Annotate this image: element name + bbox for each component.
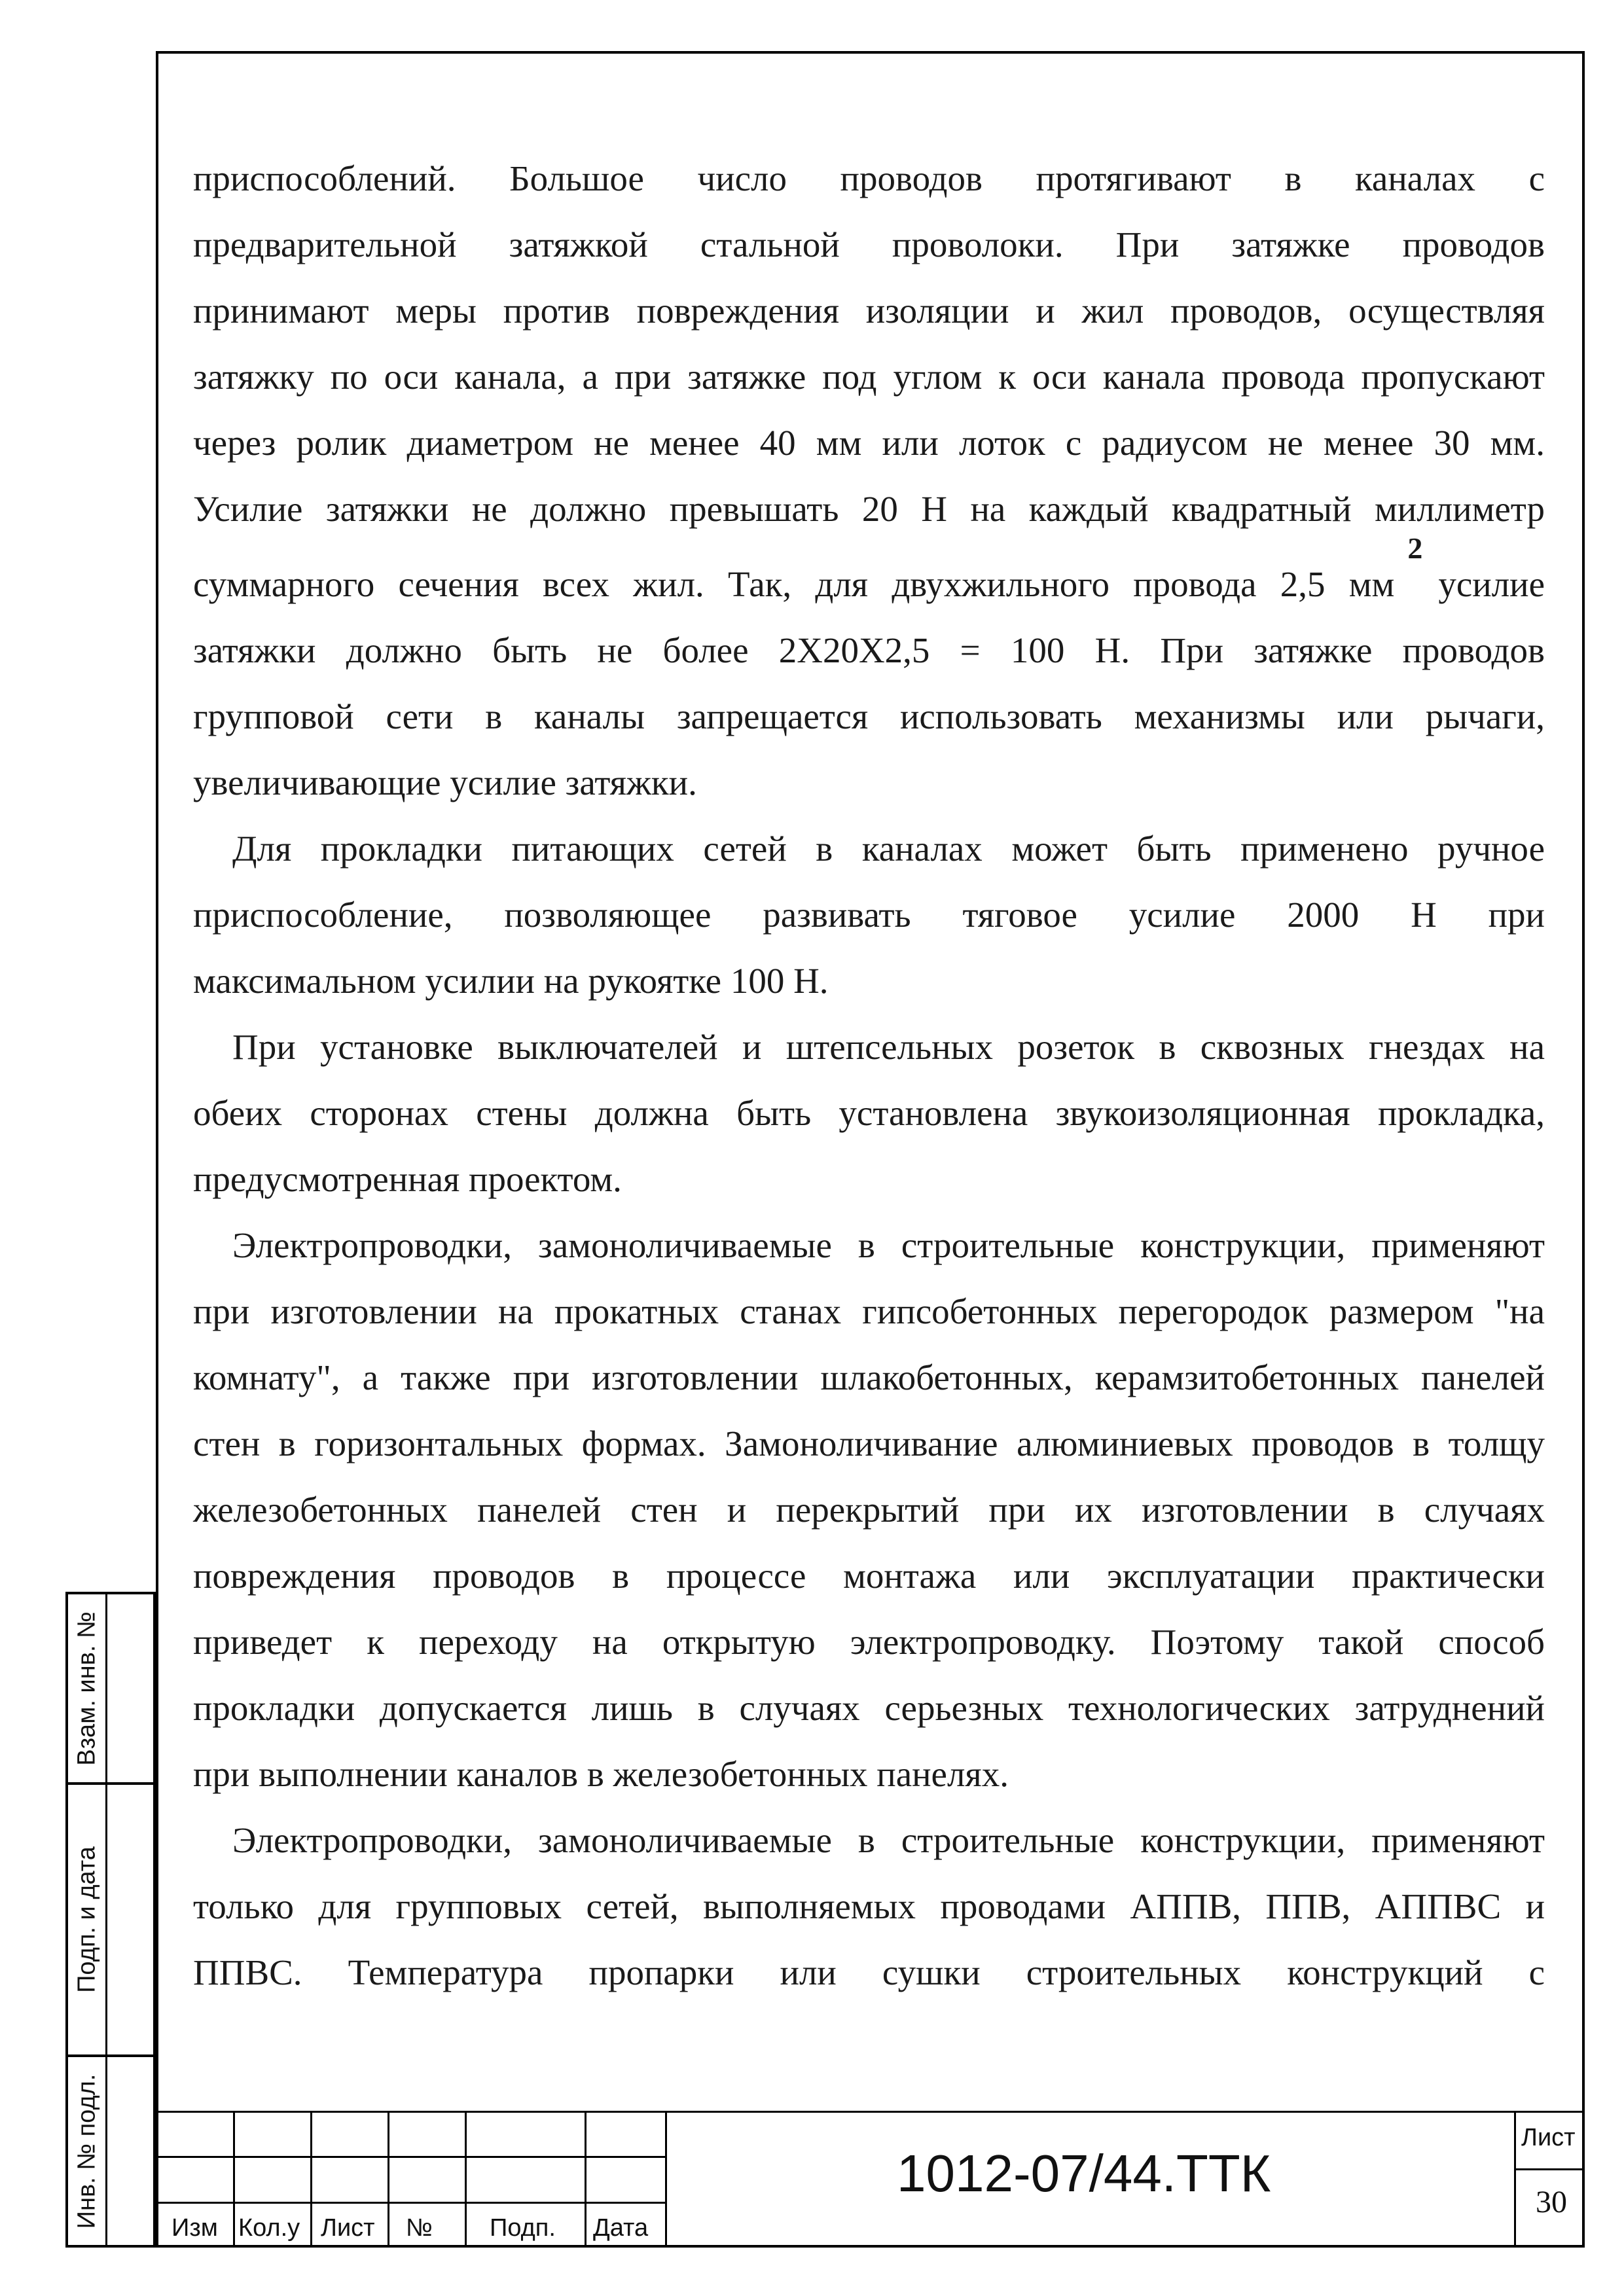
text-line: предусмотренная проектом.: [193, 1159, 622, 1199]
text-line: стен в горизонтальных формах. Замоноличивание алюминиевых проводов в толщу: [193, 1424, 1545, 1463]
text-line: Электропроводки, замоноличиваемые в строительные конструкции, применяют: [232, 1225, 1545, 1265]
stamp-label-cell: [68, 2057, 107, 2245]
title-block-rule-v: [233, 2111, 235, 2248]
column-label-izm: Изм: [171, 2214, 218, 2242]
title-block: [156, 2111, 1585, 2248]
text-line: обеих сторонах стены должна быть установлена звукоизоляционная прокладка,: [193, 1093, 1545, 1133]
title-block-rule: [156, 2202, 666, 2204]
text-line: железобетонных панелей стен и перекрытий при их изготовлении в случаях: [193, 1490, 1545, 1530]
sheet-label: Лист: [1521, 2124, 1576, 2151]
title-block-top-rule: [156, 2111, 1585, 2113]
stamp-label-cell: [68, 1785, 107, 2054]
paragraph-5: [193, 1807, 1545, 2005]
text-line: Для прокладки питающих сетей в каналах может быть применено ручное: [232, 829, 1545, 869]
stamp-podp-data: [65, 1782, 156, 2057]
text-line: предварительной затяжкой стальной проволоки. При затяжке проводов: [193, 224, 1545, 264]
paragraph-2: [193, 816, 1545, 1014]
title-block-rule-v: [388, 2111, 389, 2248]
stamp-label: Подп. и дата: [73, 1846, 100, 1993]
text-line: при выполнении каналов в железобетонных панелях.: [193, 1754, 1009, 1794]
text-line: При установке выключателей и штепсельных розеток в сквозных гнездах на: [232, 1027, 1545, 1067]
column-label-list: Лист: [321, 2214, 375, 2242]
title-block-rule-v: [665, 2111, 667, 2248]
body-text: [193, 145, 1545, 2005]
document-code: 1012-07/44.ТТК: [897, 2144, 1271, 2202]
stamp-inv-podl: [65, 2054, 156, 2248]
column-label-kol: Кол.у: [238, 2214, 300, 2242]
text-segment: суммарного сечения всех жил. Так, для двухжильного провода 2,5 мм: [193, 564, 1395, 604]
text-line: принимают меры против повреждения изоляции и жил проводов, осуществляя: [193, 291, 1545, 331]
text-line: максимальном усилии на рукоятке 100 Н.: [193, 961, 829, 1001]
paragraph-4: [193, 1212, 1545, 1807]
sheet-number: 30: [1536, 2185, 1567, 2219]
text-line: приспособление, позволяющее развивать тяговое усилие 2000 Н при: [193, 895, 1545, 935]
text-line: затяжки должно быть не более 2Х20Х2,5 = 100 Н. При затяжке проводов: [193, 630, 1545, 670]
text-line: ППВС. Температура пропарки или сушки строительных конструкций с: [193, 1952, 1545, 1992]
text-line-with-superscript: суммарного сечения всех жил. Так, для двухжильного провода 2,5 мм2усилие: [193, 531, 1545, 604]
column-label-data: Дата: [593, 2214, 649, 2242]
paragraph-1: [193, 145, 1545, 816]
text-line: приспособлений. Большое число проводов протягивают в каналах с: [193, 158, 1545, 198]
column-label-podp: Подп.: [490, 2214, 556, 2242]
title-block-rule-v: [310, 2111, 312, 2248]
text-line: затяжку по оси канала, а при затяжке под углом к оси канала провода пропускают: [193, 357, 1545, 397]
text-line: комнату", а также при изготовлении шлакобетонных, керамзитобетонных панелей: [193, 1357, 1545, 1397]
column-label-num: №: [406, 2214, 433, 2242]
title-block-rule-v: [465, 2111, 467, 2248]
title-block-rule-v: [1514, 2111, 1516, 2248]
title-block-rule-v: [585, 2111, 586, 2248]
text-line: увеличивающие усилие затяжки.: [193, 762, 697, 802]
text-line: Электропроводки, замоноличиваемые в строительные конструкции, применяют: [232, 1820, 1545, 1860]
paragraph-3: [193, 1014, 1545, 1212]
text-line: через ролик диаметром не менее 40 мм или лоток с радиусом не менее 30 мм.: [193, 423, 1545, 463]
text-line: повреждения проводов в процессе монтажа или эксплуатации практически: [193, 1556, 1545, 1596]
stamp-label-cell: [68, 1594, 107, 1782]
text-line: при изготовлении на прокатных станах гипсобетонных перегородок размером "на: [193, 1291, 1545, 1331]
text-line: групповой сети в каналы запрещается использовать механизмы или рычаги,: [193, 696, 1545, 736]
text-line: приведет к переходу на открытую электропроводку. Поэтому такой способ: [193, 1622, 1545, 1662]
text-line: только для групповых сетей, выполняемых проводами АППВ, ППВ, АППВС и: [193, 1886, 1545, 1926]
sheet-divider-rule: [1515, 2168, 1585, 2170]
stamp-vzam-inv: [65, 1592, 156, 1785]
text-line: Усилие затяжки не должно превышать 20 Н на каждый квадратный миллиметр: [193, 489, 1545, 529]
title-block-rule: [156, 2156, 666, 2158]
stamp-label: Инв. № подл.: [73, 2073, 100, 2229]
text-segment: усилие: [1438, 564, 1545, 604]
stamp-label: Взам. инв. №: [73, 1611, 100, 1766]
text-line: прокладки допускается лишь в случаях серьезных технологических затруднений: [193, 1688, 1545, 1728]
